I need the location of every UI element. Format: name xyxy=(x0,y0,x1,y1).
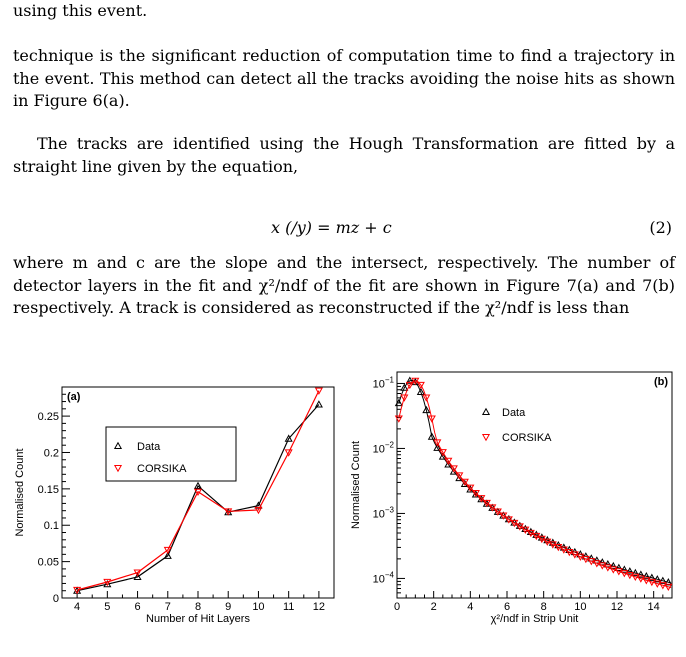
series-line-b-data xyxy=(399,380,671,583)
x-tick-label-b: 8 xyxy=(540,601,547,613)
series-line-a-corsika xyxy=(77,391,319,590)
series-line-b-corsika xyxy=(399,381,671,588)
x-tick-label-a: 12 xyxy=(312,601,326,613)
x-tick-label-b: 10 xyxy=(574,601,587,613)
plot-frame-b xyxy=(397,372,672,598)
paragraph-intro: using this event. xyxy=(13,1,148,20)
y-tick-label-a: 0.15 xyxy=(37,483,59,496)
figure-7 xyxy=(0,340,686,640)
equation-number: (2) xyxy=(649,218,672,237)
paragraph-tracks: The tracks are identified using the Hough Transformation are fitted by a straight line given by the equation, xyxy=(13,134,675,176)
y-tick-label-b: $10^{-1}$ xyxy=(372,375,394,391)
y-tick-label-b: $10^{-2}$ xyxy=(372,440,394,456)
x-tick-label-b: 12 xyxy=(610,601,624,613)
x-tick-label-b: 0 xyxy=(393,601,401,613)
y-tick-label-b: $10^{-3}$ xyxy=(372,505,394,521)
y-tick-label-b: $10^{-4}$ xyxy=(372,570,394,586)
legend-marker-b-corsika xyxy=(483,434,489,440)
x-tick-label-a: 10 xyxy=(252,601,265,613)
x-tick-label-b: 6 xyxy=(503,601,511,613)
y-tick-label-a: 0.2 xyxy=(43,447,59,460)
x-tick-label-b: 2 xyxy=(430,601,437,613)
legend-label-b-data: Data xyxy=(502,407,526,419)
panel-label-a: (a) xyxy=(67,391,81,403)
x-tick-label-b: 14 xyxy=(647,601,660,613)
x-axis-label-a: Number of Hit Layers xyxy=(146,613,250,625)
y-axis-label-a: Normalised Count xyxy=(14,448,26,537)
legend-label-a-data: Data xyxy=(137,441,161,453)
y-tick-label-a: 0 xyxy=(52,593,59,605)
panel-label-b: (b) xyxy=(653,376,668,388)
legend-label-b-corsika: CORSIKA xyxy=(502,432,552,444)
y-tick-label-a: 0.1 xyxy=(43,520,59,533)
y-axis-label-b: Normalised Count xyxy=(350,440,362,530)
paragraph-fit: where m and c are the slope and the intersect, respectively. The number of detector layers in the fit and χ²/ndf of the fit are shown in Figure 7(a) and 7(b) respectively. A track is considered as reconstructed if the χ²/ndf is less than xyxy=(13,253,675,317)
x-tick-label-a: 11 xyxy=(282,601,295,613)
x-tick-label-a: 4 xyxy=(74,601,81,613)
legend-marker-b-data xyxy=(483,409,489,415)
y-tick-label-a: 0.05 xyxy=(37,556,59,569)
paragraph-technique: technique is the significant reduction of computation time to find a trajectory in the event. This method can detect all the tracks avoiding the noise hits as shown in Figure 6(a). xyxy=(13,46,675,110)
x-tick-label-a: 5 xyxy=(104,601,111,613)
x-tick-label-a: 6 xyxy=(134,601,141,613)
legend-label-a-corsika: CORSIKA xyxy=(137,463,187,475)
data-point-a-data xyxy=(316,401,322,407)
x-tick-label-a: 8 xyxy=(194,601,202,613)
x-axis-label-b: χ²/ndf in Strip Unit xyxy=(490,613,579,625)
x-tick-label-b: 4 xyxy=(467,601,474,613)
y-tick-label-a: 0.25 xyxy=(37,411,59,424)
x-tick-label-a: 9 xyxy=(225,601,232,613)
equation-body: x (/y) = mz + c xyxy=(271,218,392,237)
x-tick-label-a: 7 xyxy=(164,601,171,613)
